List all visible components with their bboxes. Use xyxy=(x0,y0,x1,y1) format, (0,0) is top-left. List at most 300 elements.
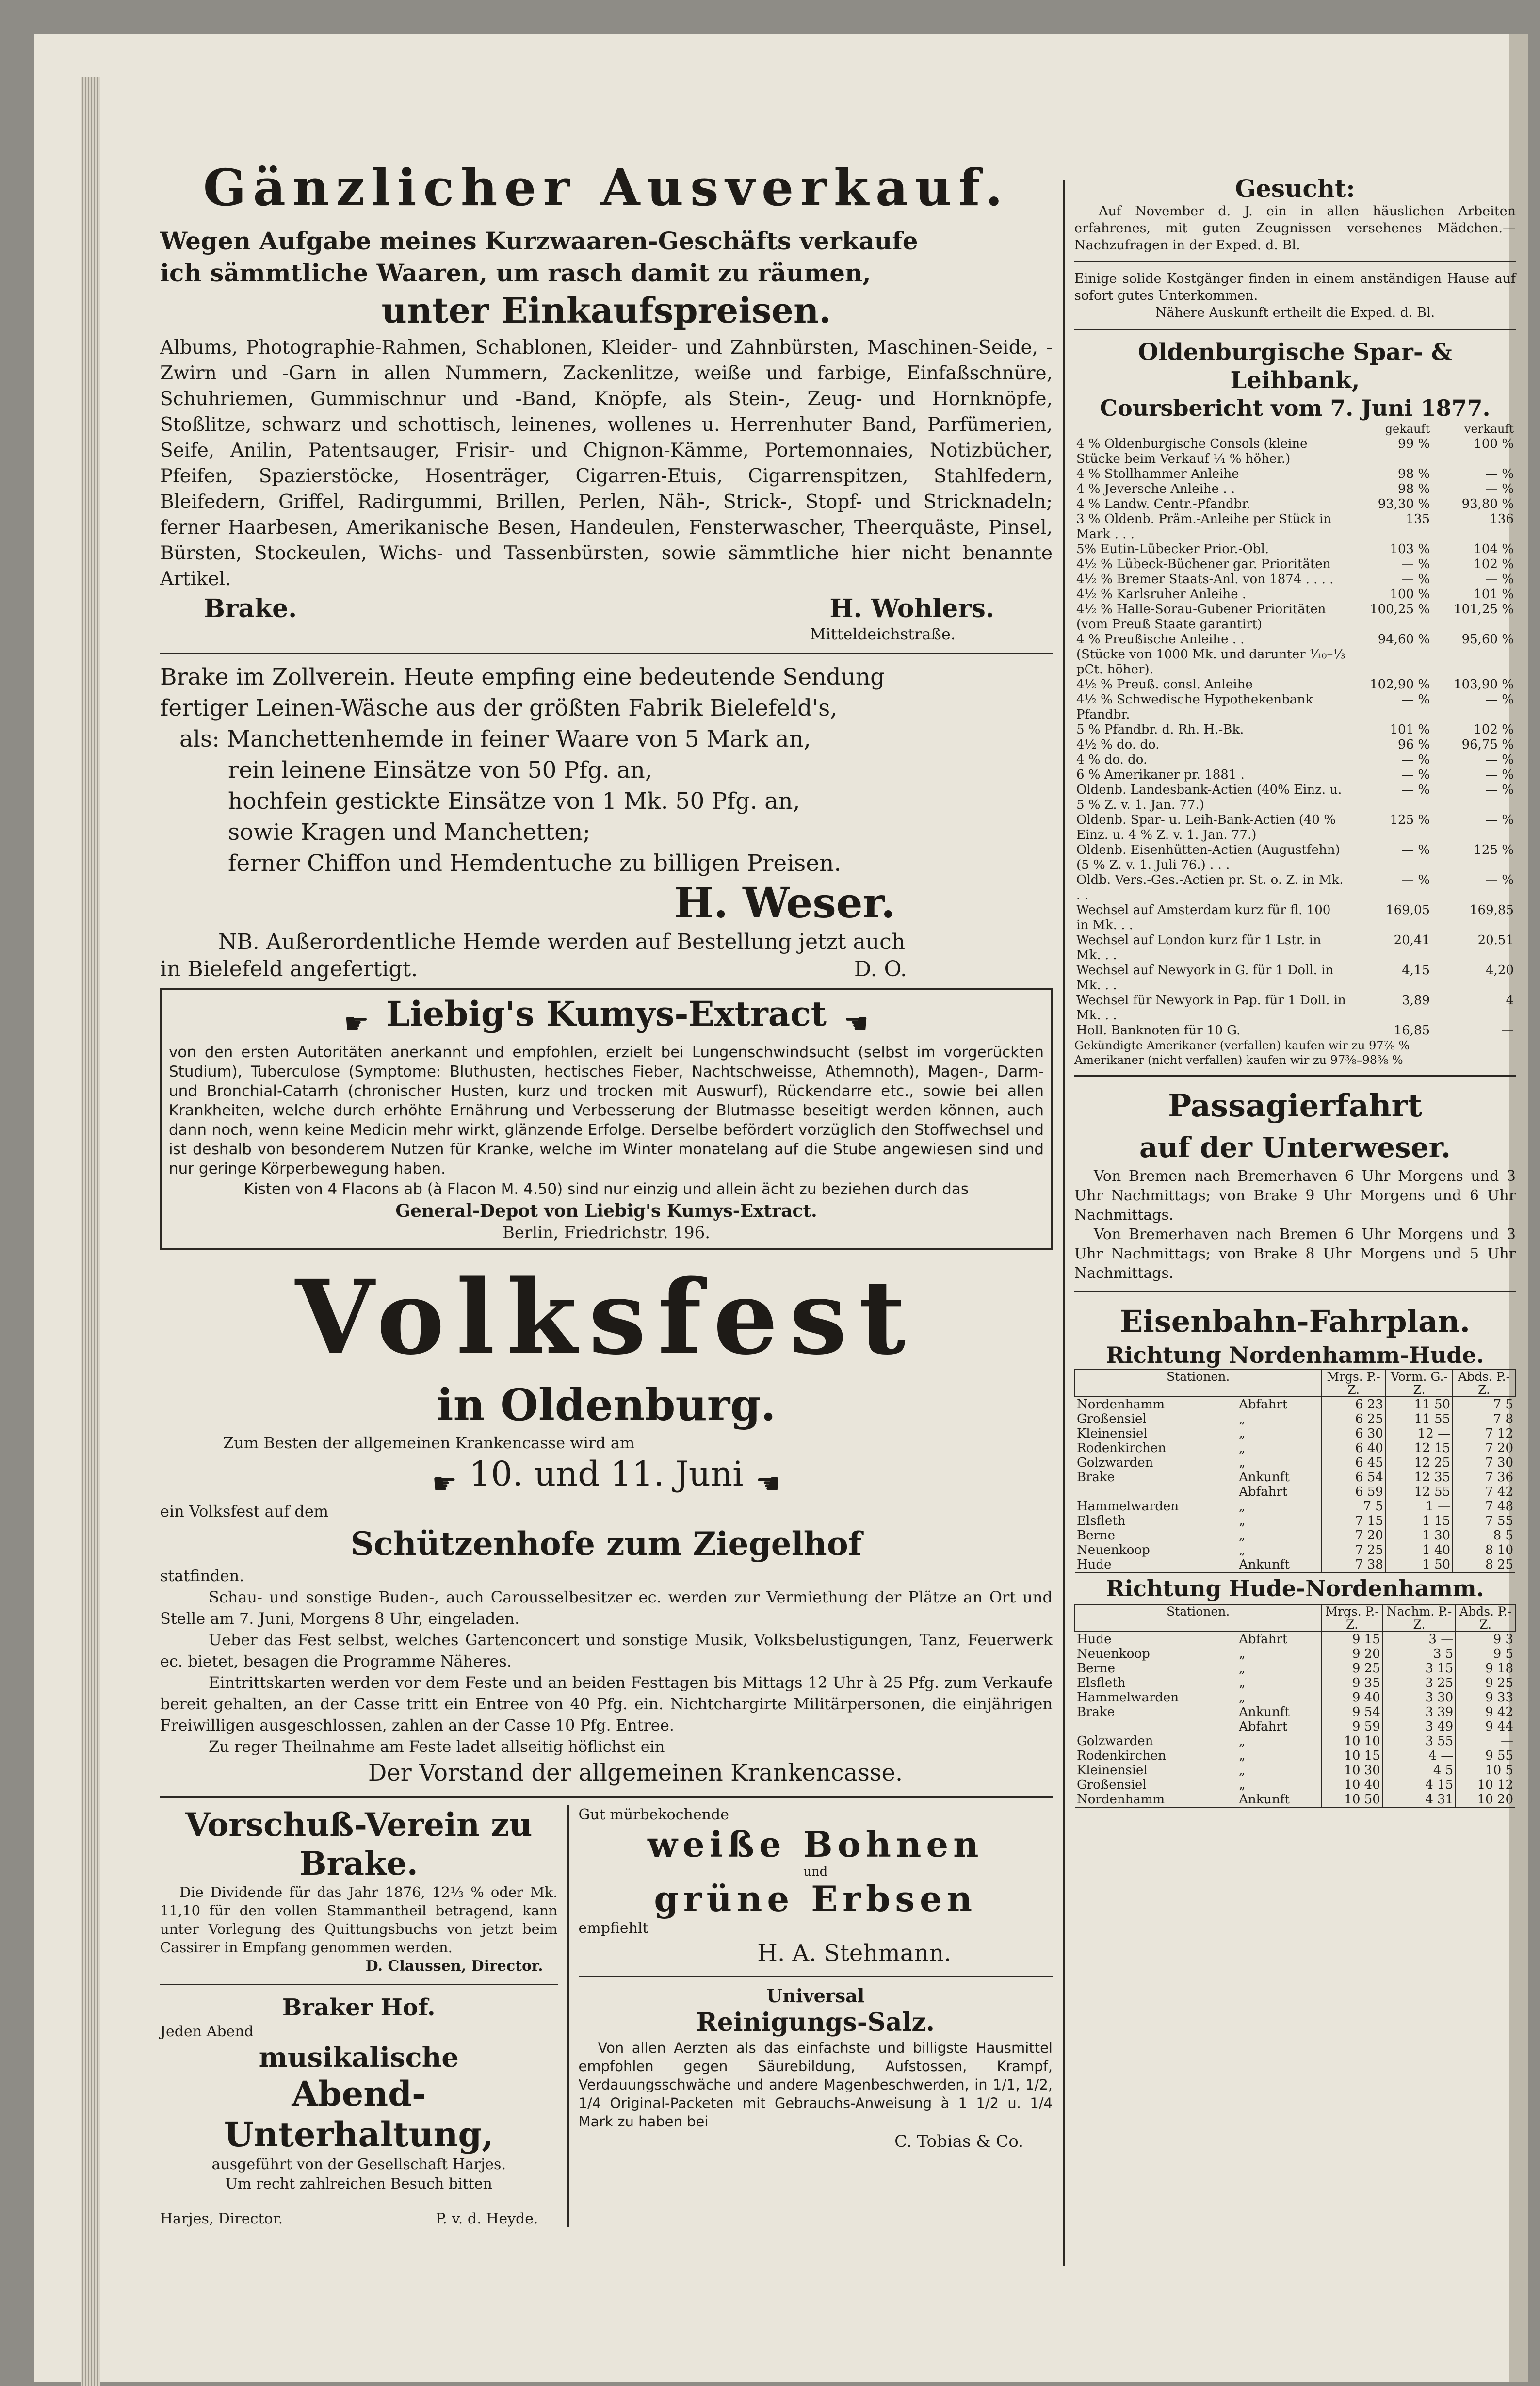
station-name: Golzwarden xyxy=(1077,1734,1153,1749)
course-buy: 3,89 xyxy=(1402,993,1430,1008)
departure-time: 10 12 xyxy=(1456,1778,1515,1792)
volksfest-intro: Zum Besten der allgemeinen Krankencasse wird am xyxy=(223,1434,635,1453)
timetable-row xyxy=(1075,1792,1515,1807)
departure-time: 3 55 xyxy=(1383,1734,1456,1749)
volksfest-pre: ein Volksfest auf dem xyxy=(160,1502,329,1520)
timetable-row xyxy=(1075,1557,1515,1572)
stehmann-l5: empfiehlt xyxy=(578,1919,648,1937)
vorschuss-sig: D. Claussen, Director. xyxy=(365,1957,543,1975)
ausverkauf-body: Albums, Photographie-Rahmen, Schablonen, Kleider- und Zahnbürsten, Maschinen-Seide, -Zwirn und -Garn in allen Nummern, Zackenlitze, weiße und farbige, Einfaßschnüre, Schuhriemen, Gummischnur und -Band, Knöpfe, als Stein-, Zeug- und Hornknöpfe, Stoßlitze, schwarz und schottisch, leinenes, wollenes u. Herrenhuter Band, Parfümerien, Seife, Anilin, Patentsauger, Frisir- und Chignon-Kämme, Portemonnaies, Notizbücher, Pfeifen, Spazierstöcke, Hosenträger, Cigarren-Etuis, Cigarrenspitzen, Stahlfedern, Bleifedern, Griffel, Radirgummi, Brillen, Perlen, Näh-, Strick-, Stopf- und Stricknadeln; ferner Haarbesen, Amerikanische Besen, Handeulen, Fensterwascher, Theerquäste, Pinsel, Bürsten, Stockeulen, Wichs- und Tassenbürsten, sowie sämmtliche hier nicht benannte Artikel. xyxy=(160,336,1053,590)
brakerhof-l4: ausgeführt von der Gesellschaft Harjes. xyxy=(211,2156,506,2173)
course-name: 4 % Landw. Centr.-Pfandbr. xyxy=(1076,497,1251,511)
weser-line3: als: Manchettenhemde in feiner Waare von 5 Mark an, xyxy=(179,725,811,752)
timetable-row xyxy=(1075,1749,1515,1763)
course-buy: — % xyxy=(1401,843,1430,857)
departure-time: 10 20 xyxy=(1456,1792,1515,1807)
right-column xyxy=(1074,121,1516,1808)
salz-title2: Reinigungs-Salz. xyxy=(696,2007,935,2037)
departure-time: 4 15 xyxy=(1383,1778,1456,1792)
pass-title1: Passagierfahrt xyxy=(1168,1088,1422,1124)
bank-foot1: Gekündigte Amerikaner (verfallen) kaufen wir zu 97⅞ % xyxy=(1074,1039,1410,1052)
courses-header xyxy=(1074,422,1516,437)
course-name: 4 % Jeversche Anleihe . . xyxy=(1076,482,1235,496)
ausverkauf-title: Gänzlicher Ausverkauf. xyxy=(203,158,1010,217)
course-sell: — % xyxy=(1485,692,1514,707)
ad-gesucht xyxy=(1074,175,1516,321)
station-mode: „ xyxy=(1239,1543,1246,1557)
kumys-line2: General-Depot von Liebig's Kumys-Extract. xyxy=(395,1201,817,1222)
course-name: 4 % Stollhammer Anleihe xyxy=(1076,467,1239,481)
course-name: 4 % do. do. xyxy=(1076,752,1148,767)
ausverkauf-sub3: unter Einkaufspreisen. xyxy=(381,290,831,331)
timetable-row xyxy=(1075,1661,1515,1676)
ad-kumys xyxy=(160,988,1053,1251)
pointing-hand-right-icon: ☛ xyxy=(432,1467,457,1500)
station-mode: Abfahrt xyxy=(1239,1397,1288,1412)
timetable-row xyxy=(1075,1705,1515,1719)
brakerhof-l5: Um recht zahlreichen Besuch bitten xyxy=(225,2175,492,2192)
station-name: Elsfleth xyxy=(1077,1676,1126,1690)
station-mode: Ankunft xyxy=(1239,1470,1290,1485)
course-row xyxy=(1074,843,1516,873)
course-sell: 100 % xyxy=(1474,437,1514,451)
timetable-1-body xyxy=(1075,1397,1515,1572)
departure-time: 12 55 xyxy=(1386,1485,1453,1499)
course-sell: 95,60 % xyxy=(1461,632,1514,647)
course-row xyxy=(1074,1023,1516,1038)
timetable-row xyxy=(1075,1719,1515,1734)
salz-sig: C. Tobias & Co. xyxy=(894,2131,1023,2151)
separator xyxy=(1074,261,1516,262)
station-mode: „ xyxy=(1239,1734,1246,1749)
station-mode: Abfahrt xyxy=(1239,1485,1288,1499)
col-header: Vorm. G.-Z. xyxy=(1386,1370,1453,1397)
volksfest-p1: Schau- und sonstige Buden-, auch Carousselbesitzer ec. werden zur Vermiethung der Plätze an Ort und Stelle am 7. Juni, Morgens 8 Uhr, eingeladen. xyxy=(160,1587,1053,1628)
departure-time: 3 15 xyxy=(1383,1661,1456,1676)
course-row xyxy=(1074,873,1516,903)
course-row xyxy=(1074,677,1516,692)
timetable-row xyxy=(1075,1485,1515,1499)
departure-time: 6 40 xyxy=(1321,1441,1385,1455)
course-row xyxy=(1074,572,1516,587)
station-name: Hammelwarden xyxy=(1077,1499,1179,1514)
course-name: 4½ % Schwedische Hypothekenbank Pfandbr. xyxy=(1076,692,1313,722)
departure-time: 7 5 xyxy=(1453,1397,1515,1412)
timetable-row xyxy=(1075,1734,1515,1749)
volksfest-p3: Eintrittskarten werden vor dem Feste und an beiden Festtagen bis Mittags 12 Uhr à 25 Pfg. zum Verkaufe bereit gehalten, an der Casse tritt ein Entree von 40 Pfg. ein. Nichtchargirte Militärpersonen, die einjährigen Freiwilligen ausgeschlossen, zahlen an der Casse 10 Pfg. Entree. xyxy=(160,1673,1053,1734)
course-row xyxy=(1074,497,1516,512)
kumys-title-row xyxy=(169,995,1044,1040)
course-sell: 125 % xyxy=(1474,843,1514,857)
station-mode: „ xyxy=(1239,1499,1246,1514)
course-buy: — % xyxy=(1401,752,1430,767)
course-sell: 169,85 xyxy=(1470,903,1514,917)
course-row xyxy=(1074,692,1516,722)
station-mode: „ xyxy=(1239,1455,1246,1470)
volksfest-date: 10. und 11. Juni xyxy=(469,1454,744,1494)
course-sell: — % xyxy=(1485,813,1514,827)
course-sell: 20.51 xyxy=(1477,933,1514,948)
course-name: Wechsel auf Amsterdam kurz für fl. 100 in Mk. . . xyxy=(1076,903,1331,932)
departure-time: 10 5 xyxy=(1456,1763,1515,1778)
course-buy: 93,30 % xyxy=(1378,497,1430,511)
separator xyxy=(1074,329,1516,330)
course-row xyxy=(1074,632,1516,647)
weser-nb-row xyxy=(160,957,1053,981)
course-name: 4½ % Lübeck-Büchener gar. Prioritäten xyxy=(1076,557,1331,572)
departure-time: 11 50 xyxy=(1386,1397,1453,1412)
course-row xyxy=(1074,752,1516,768)
departure-time: 9 55 xyxy=(1456,1749,1515,1763)
volksfest-p2: Ueber das Fest selbst, welches Gartenconcert und sonstige Musik, Volksbelustigungen, Tanz, Feuerwerk ec. bietet, besagen die Programme Näheres. xyxy=(160,1630,1053,1670)
volksfest-venue: Schützenhofe zum Ziegelhof xyxy=(350,1524,862,1563)
departure-time: 7 48 xyxy=(1453,1499,1515,1514)
course-row xyxy=(1074,783,1516,813)
page-stack-edge xyxy=(81,77,100,2386)
course-buy: 4,15 xyxy=(1402,963,1430,978)
course-row xyxy=(1074,722,1516,737)
course-name: 6 % Amerikaner pr. 1881 . xyxy=(1076,768,1245,782)
course-row xyxy=(1074,933,1516,963)
course-row xyxy=(1074,602,1516,632)
departure-time: 9 3 xyxy=(1456,1632,1515,1647)
departure-time: 9 25 xyxy=(1456,1676,1515,1690)
volksfest-p4: Zu reger Theilnahme am Feste ladet allseitig höflichst ein xyxy=(209,1737,665,1756)
course-name: Oldenb. Spar- u. Leih-Bank-Actien (40 % Einz. u. 4 % Z. v. 1. Jan. 77.) xyxy=(1076,813,1336,842)
course-sell: 101,25 % xyxy=(1454,602,1514,617)
timetable-row xyxy=(1075,1647,1515,1661)
left-column xyxy=(160,121,1053,2227)
departure-time: 8 25 xyxy=(1453,1557,1515,1572)
departure-time: 3 5 xyxy=(1383,1647,1456,1661)
weser-name: H. Weser. xyxy=(674,878,895,928)
weser-nb-sig: D. O. xyxy=(854,956,907,981)
departure-time: 6 23 xyxy=(1321,1397,1385,1412)
departure-time: 1 — xyxy=(1386,1499,1453,1514)
departure-time: 1 30 xyxy=(1386,1528,1453,1543)
pass-p1: Von Bremen nach Bremerhaven 6 Uhr Morgens und 3 Uhr Nachmittags; von Brake 9 Uhr Morgens und 6 Uhr Nachmittags. xyxy=(1074,1168,1516,1224)
station-name: Berne xyxy=(1077,1661,1116,1676)
rail-dir1: Richtung Nordenhamm-Hude. xyxy=(1106,1342,1484,1368)
ausverkauf-sub1: Wegen Aufgabe meines Kurzwaaren-Geschäfts verkaufe xyxy=(160,227,918,256)
salz-body: Von allen Aerzten als das einfachste und billigste Hausmittel empfohlen gegen Säurebildung, Aufstossen, Krampf, Verdauungsschwäche und andere Magenbeschwerden, in 1/1, 1/2, 1/4 Original-Packeten mit Gebrauchs-Anweisung à 1 1/2 u. 1/4 Mark zu haben bei xyxy=(578,2039,1053,2130)
timetable-row xyxy=(1075,1778,1515,1792)
brakerhof-title: Braker Hof. xyxy=(282,1994,436,2021)
pointing-hand-left-icon: ☚ xyxy=(755,1467,781,1500)
weser-line1: Brake im Zollverein. Heute empfing eine bedeutende Sendung xyxy=(160,663,885,690)
departure-time: 8 10 xyxy=(1453,1543,1515,1557)
course-name: Wechsel für Newyork in Pap. für 1 Doll. in Mk. . . xyxy=(1076,993,1346,1023)
course-row xyxy=(1074,512,1516,542)
station-mode: „ xyxy=(1239,1647,1246,1661)
course-buy: — % xyxy=(1401,557,1430,572)
departure-time: 11 55 xyxy=(1386,1412,1453,1426)
header-sell: verkauft xyxy=(1464,422,1514,436)
volksfest-title: Volksfest xyxy=(295,1258,918,1378)
course-name: 4½ % Halle-Sorau-Gubener Prioritäten (vom Preuß Staate garantirt) xyxy=(1076,602,1326,632)
stehmann-l3: und xyxy=(803,1864,828,1879)
brakerhof-signature xyxy=(160,2210,558,2227)
departure-time: 1 15 xyxy=(1386,1514,1453,1528)
stehmann-l4: grüne Erbsen xyxy=(654,1878,977,1919)
station-name: Hude xyxy=(1077,1632,1112,1647)
course-buy: 169,05 xyxy=(1386,903,1430,917)
courses-table xyxy=(1074,422,1516,1038)
course-buy: 99 % xyxy=(1398,437,1430,451)
timetable-row xyxy=(1075,1426,1515,1441)
course-sell: 101 % xyxy=(1474,587,1514,602)
course-buy: — % xyxy=(1401,692,1430,707)
course-buy: 20,41 xyxy=(1394,933,1430,948)
station-mode: Ankunft xyxy=(1237,1792,1321,1807)
course-sell: 4,20 xyxy=(1486,963,1514,978)
course-row xyxy=(1074,542,1516,557)
timetable-row xyxy=(1075,1412,1515,1426)
ausverkauf-street: Mitteldeichstraße. xyxy=(810,624,956,643)
coursbericht xyxy=(1074,338,1516,1067)
separator xyxy=(160,1984,558,1985)
departure-time: 9 5 xyxy=(1456,1647,1515,1661)
departure-time: 12 25 xyxy=(1386,1455,1453,1470)
bank-title1: Oldenburgische Spar- & Leihbank, xyxy=(1138,339,1452,394)
station-mode: Ankunft xyxy=(1237,1557,1321,1572)
course-name: 5% Eutin-Lübecker Prior.-Obl. xyxy=(1076,542,1269,556)
ad-leinenwaesche xyxy=(160,662,1053,981)
departure-time: 10 40 xyxy=(1321,1778,1382,1792)
departure-time: — xyxy=(1456,1734,1515,1749)
ad-volksfest xyxy=(160,1257,1053,1788)
departure-time: 6 25 xyxy=(1321,1412,1385,1426)
pointing-hand-right-icon: ☛ xyxy=(343,1007,369,1040)
course-buy: 98 % xyxy=(1398,482,1430,496)
course-row xyxy=(1074,557,1516,572)
weser-nb: NB. Außerordentliche Hemde werden auf Bestellung jetzt auch xyxy=(218,929,906,954)
stehmann-l1: Gut mürbekochende xyxy=(578,1806,729,1823)
fahrplan xyxy=(1074,1302,1516,1808)
departure-time: 3 25 xyxy=(1383,1676,1456,1690)
station-name: Neuenkoop xyxy=(1077,1647,1150,1661)
course-name: Wechsel auf London kurz für 1 Lstr. in Mk. . . xyxy=(1076,933,1321,963)
course-sell: — % xyxy=(1485,482,1514,496)
timetable-row xyxy=(1075,1499,1515,1514)
vorschuss-title2: Brake. xyxy=(299,1844,418,1882)
brakerhof-l1: Jeden Abend xyxy=(160,2023,254,2040)
station-mode: „ xyxy=(1239,1763,1246,1778)
departure-time: 10 30 xyxy=(1321,1763,1382,1778)
station-name: Hude xyxy=(1075,1557,1237,1572)
course-name: Wechsel auf Newyork in G. für 1 Doll. in Mk. . . xyxy=(1076,963,1334,993)
course-row xyxy=(1074,737,1516,752)
bottom-left-ads xyxy=(160,1805,569,2227)
departure-time: 9 18 xyxy=(1456,1661,1515,1676)
course-name: Oldenb. Landesbank-Actien (40% Einz. u. 5 % Z. v. 1. Jan. 77.) xyxy=(1076,783,1342,812)
departure-time: 3 49 xyxy=(1383,1719,1456,1734)
course-name: 4½ % Karlsruher Anleihe . xyxy=(1076,587,1247,602)
departure-time: 9 20 xyxy=(1321,1647,1382,1661)
station-name: Rodenkirchen xyxy=(1077,1749,1166,1763)
gesucht-title: Gesucht: xyxy=(1235,174,1355,203)
departure-time: 9 40 xyxy=(1321,1690,1382,1705)
station-name: Großensiel xyxy=(1077,1412,1147,1426)
course-buy: 103 % xyxy=(1390,542,1430,556)
departure-time: 9 54 xyxy=(1321,1705,1382,1719)
timetable-2 xyxy=(1074,1604,1516,1808)
col-header: Nachm. P.-Z. xyxy=(1383,1604,1456,1632)
col-header: Mrgs. P.-Z. xyxy=(1321,1370,1385,1397)
course-row xyxy=(1074,903,1516,933)
departure-time: 7 8 xyxy=(1453,1412,1515,1426)
course-row xyxy=(1074,768,1516,783)
separator xyxy=(1074,1075,1516,1077)
course-name: 4 % Preußische Anleihe . . xyxy=(1076,632,1245,647)
station-mode: „ xyxy=(1239,1690,1246,1705)
station-mode: Abfahrt xyxy=(1239,1632,1288,1647)
course-buy: — % xyxy=(1401,572,1430,587)
station-mode: „ xyxy=(1239,1514,1246,1528)
kumys-line1: Kisten von 4 Flacons ab (à Flacon M. 4.50) sind nur einzig und allein ächt zu beziehen durch das xyxy=(243,1180,969,1198)
station-mode: Abfahrt xyxy=(1239,1719,1288,1734)
course-buy: 96 % xyxy=(1398,737,1430,752)
course-buy: 98 % xyxy=(1398,467,1430,481)
departure-time: 12 15 xyxy=(1386,1441,1453,1455)
gesucht-body: Auf November d. J. ein in allen häuslichen Arbeiten erfahrenes, mit guten Zeugnissen versehenes Mädchen.— Nachzufragen in der Exped. d. Bl. xyxy=(1074,204,1516,253)
course-buy: 100 % xyxy=(1390,587,1430,602)
course-row xyxy=(1074,437,1516,467)
course-buy: 100,25 % xyxy=(1370,602,1430,617)
departure-time: 6 30 xyxy=(1321,1426,1385,1441)
departure-time: 6 45 xyxy=(1321,1455,1385,1470)
course-sell: 102 % xyxy=(1474,722,1514,737)
course-sell: 104 % xyxy=(1474,542,1514,556)
course-name: (Stücke von 1000 Mk. und darunter ⅒–⅓ pCt. höher). xyxy=(1076,647,1345,677)
col-header: Abds. P.-Z. xyxy=(1456,1604,1515,1632)
bottom-right-ads xyxy=(569,1805,1053,2227)
course-sell: — % xyxy=(1485,752,1514,767)
course-name: 4½ % do. do. xyxy=(1076,737,1160,752)
departure-time: 7 42 xyxy=(1453,1485,1515,1499)
station-header: Stationen. xyxy=(1075,1604,1321,1632)
course-sell xyxy=(1432,647,1516,677)
course-row xyxy=(1074,993,1516,1023)
station-header: Stationen. xyxy=(1075,1370,1321,1397)
course-row xyxy=(1074,963,1516,993)
departure-time: 9 15 xyxy=(1321,1632,1382,1647)
departure-time: 7 20 xyxy=(1321,1528,1385,1543)
timetable-2-body xyxy=(1075,1632,1515,1807)
departure-time: 7 38 xyxy=(1321,1557,1385,1572)
volksfest-stat: statfinden. xyxy=(160,1566,244,1585)
course-row xyxy=(1074,587,1516,602)
pass-p2: Von Bremerhaven nach Bremen 6 Uhr Morgens und 3 Uhr Nachmittags; von Brake 8 Uhr Morgens und 5 Uhr Nachmittags. xyxy=(1074,1226,1516,1282)
station-name: Kleinensiel xyxy=(1077,1763,1148,1778)
departure-time: 7 15 xyxy=(1321,1514,1385,1528)
stehmann-l2: weiße Bohnen xyxy=(648,1823,984,1865)
course-sell: — xyxy=(1501,1023,1514,1038)
course-row xyxy=(1074,467,1516,482)
station-name: Nordenhamm xyxy=(1077,1397,1165,1412)
station-name: Golzwarden xyxy=(1077,1455,1153,1470)
departure-time: 7 36 xyxy=(1453,1470,1515,1485)
brakerhof-sig1: Harjes, Director. xyxy=(160,2210,283,2227)
course-buy: — % xyxy=(1401,768,1430,782)
departure-time: 9 25 xyxy=(1321,1661,1382,1676)
course-buy: — % xyxy=(1401,873,1430,887)
kumys-line3: Berlin, Friedrichstr. 196. xyxy=(502,1223,711,1243)
departure-time: 10 10 xyxy=(1321,1734,1382,1749)
course-sell: 136 xyxy=(1490,512,1514,526)
rail-title: Eisenbahn-Fahrplan. xyxy=(1120,1304,1470,1339)
weser-line2: fertiger Leinen-Wäsche aus der größten Fabrik Bielefeld's, xyxy=(160,694,838,721)
brakerhof-l2: musikalische xyxy=(259,2041,459,2074)
volksfest-sig: Der Vorstand der allgemeinen Krankencasse. xyxy=(368,1759,903,1786)
weser-nb2: in Bielefeld angefertigt. xyxy=(160,956,418,981)
separator xyxy=(579,1976,1053,1977)
departure-time: 12 — xyxy=(1386,1426,1453,1441)
station-name: Brake xyxy=(1077,1470,1115,1485)
volksfest-date-row xyxy=(160,1454,1053,1500)
course-row xyxy=(1074,813,1516,843)
departure-time: 7 30 xyxy=(1453,1455,1515,1470)
station-mode: „ xyxy=(1239,1749,1246,1763)
course-buy: 135 xyxy=(1406,512,1430,526)
separator xyxy=(160,1796,1053,1798)
departure-time: 10 50 xyxy=(1321,1792,1382,1807)
station-name xyxy=(1075,1485,1237,1499)
timetable-1 xyxy=(1074,1369,1516,1573)
timetable-row xyxy=(1075,1470,1515,1485)
ausverkauf-place: Brake. xyxy=(204,593,297,623)
station-mode: Ankunft xyxy=(1239,1705,1290,1719)
station-mode: „ xyxy=(1239,1426,1246,1441)
course-name: Holl. Banknoten für 10 G. xyxy=(1076,1023,1241,1038)
station-mode: „ xyxy=(1239,1676,1246,1690)
departure-time: 7 5 xyxy=(1321,1499,1385,1514)
course-sell: 102 % xyxy=(1474,557,1514,572)
departure-time: 7 12 xyxy=(1453,1426,1515,1441)
departure-time: 1 50 xyxy=(1386,1557,1453,1572)
separator xyxy=(160,653,1053,654)
course-buy: 94,60 % xyxy=(1378,632,1430,647)
course-sell: 4 xyxy=(1506,993,1514,1008)
rail-dir2: Richtung Hude-Nordenhamm. xyxy=(1106,1575,1484,1602)
station-name: Nordenhamm xyxy=(1075,1792,1237,1807)
ausverkauf-signature xyxy=(160,594,1053,623)
course-sell: 96,75 % xyxy=(1461,737,1514,752)
timetable-row xyxy=(1075,1763,1515,1778)
passagierfahrt xyxy=(1074,1084,1516,1283)
station-name: Berne xyxy=(1077,1528,1116,1543)
timetable-row xyxy=(1075,1543,1515,1557)
pass-title2: auf der Unterweser. xyxy=(1139,1131,1451,1164)
bottom-ads xyxy=(160,1805,1053,2227)
bank-foot2: Amerikaner (nicht verfallen) kaufen wir zu 97⅜–98⅜ % xyxy=(1074,1053,1403,1067)
course-buy xyxy=(1348,647,1432,677)
departure-time: 9 42 xyxy=(1456,1705,1515,1719)
timetable-row xyxy=(1075,1455,1515,1470)
departure-time: 4 5 xyxy=(1383,1763,1456,1778)
brakerhof-l3: Abend-Unterhaltung, xyxy=(224,2073,494,2155)
course-sell: 93,80 % xyxy=(1461,497,1514,511)
timetable-row xyxy=(1075,1690,1515,1705)
pointing-hand-left-icon: ☚ xyxy=(843,1007,869,1040)
col-header: Abds. P.-Z. xyxy=(1453,1370,1515,1397)
station-name: Elsfleth xyxy=(1077,1514,1126,1528)
departure-time: 8 5 xyxy=(1453,1528,1515,1543)
ausverkauf-sub2: ich sämmtliche Waaren, um rasch damit zu räumen, xyxy=(160,259,871,288)
salz-title1: Universal xyxy=(766,1984,865,2007)
weser-line6: sowie Kragen und Manchetten; xyxy=(228,818,591,846)
station-name: Brake xyxy=(1077,1705,1115,1719)
